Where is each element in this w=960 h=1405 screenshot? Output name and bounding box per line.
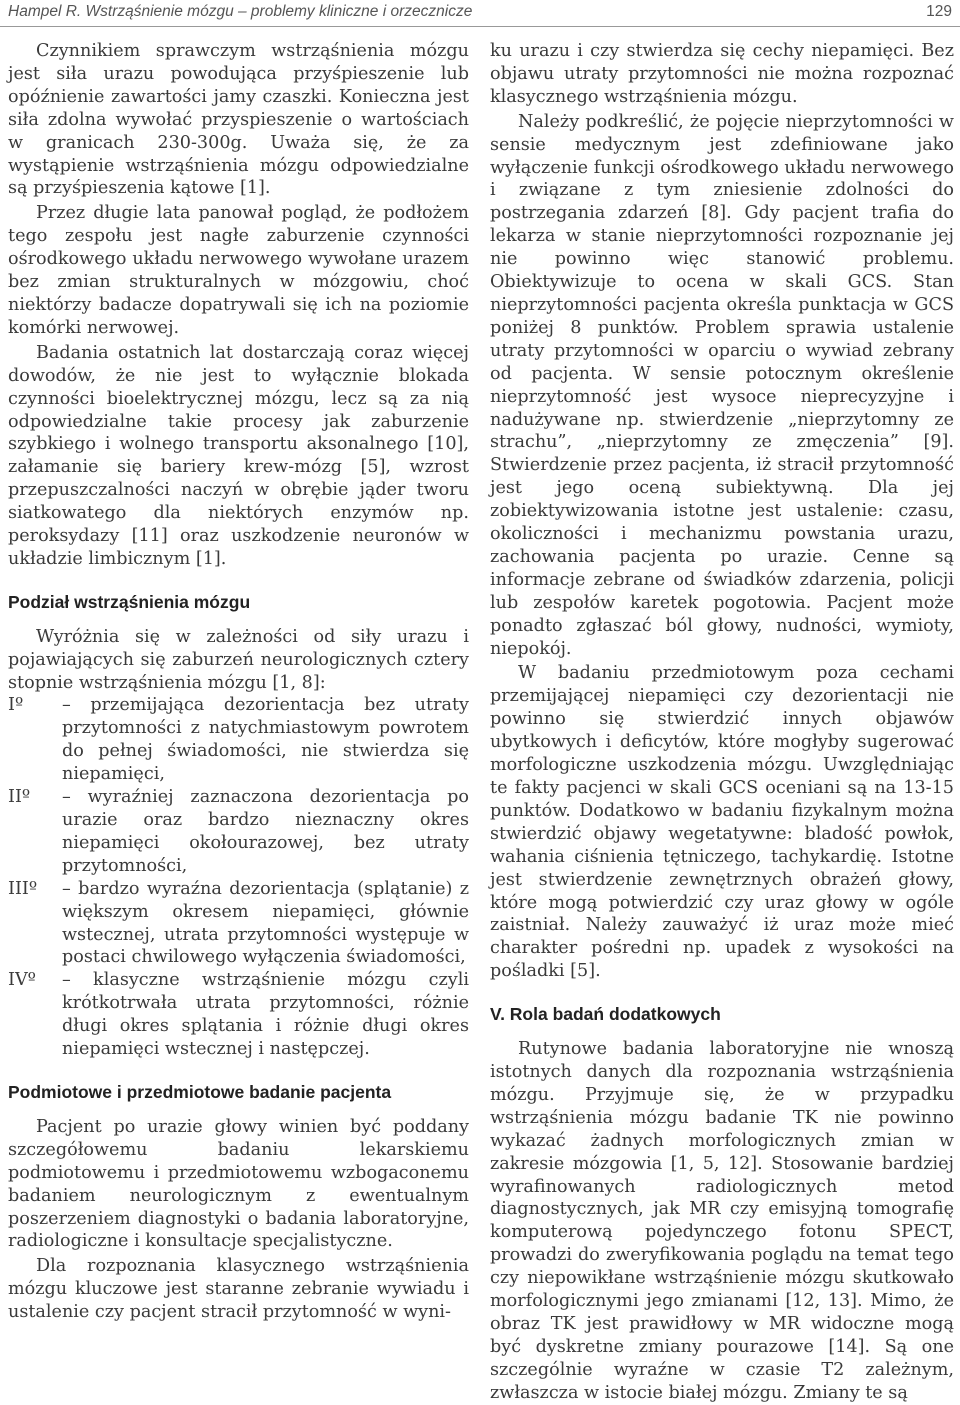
paragraph: Należy podkreślić, że pojęcie nieprzytomności w sensie medycznym jest zdefiniowane jako wyłączenie funkcji ośrodkowego układu nerwowego i związane z tym zniesienie zdolności do postrzegania zdarzeń [8]. Gdy pacjent trafia do lekarza w stanie nieprzytomności rozpoznanie jej nie powinno więc stanowić problemu. Obiektywizuje to ocena w skali GCS. Stan nieprzytomności pacjenta określa punktacja w GCS poniżej 8 punktów. Problem sprawia ustalenie utraty przytomności w oparciu o wywiad zebrany od pacjenta. W sensie potocznym określenie nieprzytomność jest wysoce nieprecyzyjne i nadużywane np. stwierdzenie „nieprzytomny ze strachu”, „nieprzytomny ze zmęczenia” [9]. Stwierdzenie przez pacjenta, iż stracił przytomność jest jego oceną subiektywną. Dla jej zobiektywizowania istotne jest ustalenie: czasu, okoliczności i mechanizmu powstania urazu, zachowania pacjenta po urazie. Cenne są informacje zebrane od świadków zdarzenia, policji lub zespołów karetek pogotowia. Pacjent może ponadto zgłaszać ból głowy, nudności, wymioty, niepokój.: [490, 111, 954, 659]
paragraph: Rutynowe badania laboratoryjne nie wnoszą istotnych danych dla rozpoznania wstrząśnienia mózgu. Przyjmuje się, że w przypadku wstrząśnienia mózgu badanie TK nie powinno wykazać żadnych morfologicznych zmian w zakresie mózgowia [1, 5, 12]. Stosowanie bardziej wyrafinowanych radiologicznych metod diagnostycznych, jak MR czy emisyjną tomografię komputerową pojedynczego fotonu SPECT, prowadzi do zweryfikowania poglądu na temat tego czy niepowikłane wstrząśnienie mózgu skutkowało morfologicznymi jego zmianami [12, 13]. Mimo, że obraz TK jest prawidłowy w MR widoczne mogą być dyskretne zmiany pourazowe [14]. Są one szczególnie wyraźne w czasie T2 zależnym, zwłaszcza w istocie białej mózgu. Zmiany te są: [490, 1039, 954, 1403]
degree-item: [8, 969, 469, 1061]
degree-number: IIº: [8, 787, 31, 808]
section-heading: Podział wstrząśnienia mózgu: [8, 591, 251, 612]
paragraph: W badaniu przedmiotowym poza cechami przemijającej niepamięci czy dezorientacji nie powinno się stwierdzić innych objawów ubytkowych i deficytów, które mogłyby sugerować morfologiczne uszkodzenia mózgu. Uwzględniając te fakty pacjenci w skali GCS oceniani są na 13-15 punktów. Dodatkowo w badaniu fizykalnym można stwierdzić objawy wegetatywne: bladość powłok, wahania ciśnienia tętniczego, tachykardię. Istotne jest stwierdzenie zewnętrznych obrażeń głowy, które mogą potwierdzić czy uraz głowy w ogóle zaistniał. Należy zauważyć iż uraz może mieć charakter pośredni np. upadek z wysokości na pośladki [5].: [490, 663, 954, 982]
paragraph: Pacjent po urazie głowy winien być poddany szczegółowemu badaniu lekarskiemu podmiotowemu i przedmiotowemu wzbogaconemu badaniem neurologicznym z ewentualnym poszerzeniem diagnostyki o badania laboratoryjne, radiologiczne i konsultacje specjalistyczne.: [8, 1116, 469, 1252]
left-column: [8, 40, 469, 1324]
degree-text: – przemijająca dezorientacja bez utraty przytomności z natychmiastowym powrotem do pełnej świadomości, nie stwierdza się niepamięci,: [62, 695, 469, 785]
degree-text: – bardzo wyraźna dezorientacja (splątanie) z większym okresem niepamięci, głównie wstecznej, utrata przytomności występuje w postaci chwilowego wyłączenia świadomości,: [62, 878, 469, 968]
paragraph: Dla rozpoznania klasycznego wstrząśnienia mózgu kluczowe jest staranne zebranie wywiadu i ustalenie czy pacjent stracił przytomność w wyni-: [8, 1256, 469, 1323]
section-heading: V. Rola badań dodatkowych: [490, 1004, 721, 1025]
degree-item: [8, 694, 469, 786]
running-title: Hampel R. Wstrząśnienie mózgu – problemy kliniczne i orzecznicze: [8, 3, 473, 20]
paragraph: ku urazu i czy stwierdza się cechy niepamięci. Bez objawu utraty przytomności nie można rozpoznać klasycznego wstrząśnienia mózgu.: [490, 41, 954, 107]
paragraph: Przez długie lata panował pogląd, że podłożem tego zespołu jest nagłe zaburzenie czynności ośrodkowego układu nerwowego wywołane urazem bez zmian strukturalnych w mózgowiu, choć niektórzy badacze dopatrywali się ich na poziomie komórki nerwowej.: [8, 203, 469, 338]
degree-number: IVº: [8, 970, 36, 991]
paragraph: Wyróżnia się w zależności od siły urazu i pojawiających się zaburzeń neurologicznych cztery stopnie wstrząśnienia mózgu [1, 8]:: [8, 626, 469, 693]
page-number: 129: [926, 3, 952, 20]
degree-item: [8, 878, 469, 970]
degree-item: [8, 786, 469, 878]
degree-number: Iº: [8, 695, 24, 716]
degree-text: – wyraźniej zaznaczona dezorientacja po urazie oraz bardzo nieznaczny okres niepamięci okołourazowej, bez utraty przytomności,: [62, 787, 469, 876]
paragraph: Czynnikiem sprawczym wstrząśnienia mózgu jest siła urazu powodująca przyśpieszenie lub opóźnienie zawartości jamy czaszki. Konieczna jest siła zdolna wywołać przyspieszenie o wartościach w granicach 230-300g. Uważa się, że za wystąpienie wstrząśnienia mózgu odpowiedzialne są przyśpieszenia kątowe [1].: [8, 41, 469, 199]
degree-number: IIIº: [8, 878, 38, 899]
right-column: [490, 40, 954, 1405]
header-rule: [0, 26, 960, 27]
degree-text: – klasyczne wstrząśnienie mózgu czyli krótkotrwała utrata przytomności, różnie długi okres splątania i różnie długi okres niepamięci wstecznej i następczej.: [62, 970, 469, 1060]
running-header: [0, 0, 960, 30]
paragraph: Badania ostatnich lat dostarczają coraz więcej dowodów, że nie jest to wyłącznie blokada czynności bioelektrycznej mózgu, lecz są za nią odpowiedzialne takie procesy jak zaburzenie szybkiego i wolnego transportu aksonalnego [10], załamanie się bariery krew-mózg [5], wzrost przepuszczalności naczyń w obrębie jąder tworu siatkowatego dla niektórych enzymów np. peroksydazy [11] oraz uszkodzenie neuronów w układzie limbicznym [1].: [8, 342, 469, 569]
section-heading: Podmiotowe i przedmiotowe badanie pacjenta: [8, 1081, 392, 1102]
